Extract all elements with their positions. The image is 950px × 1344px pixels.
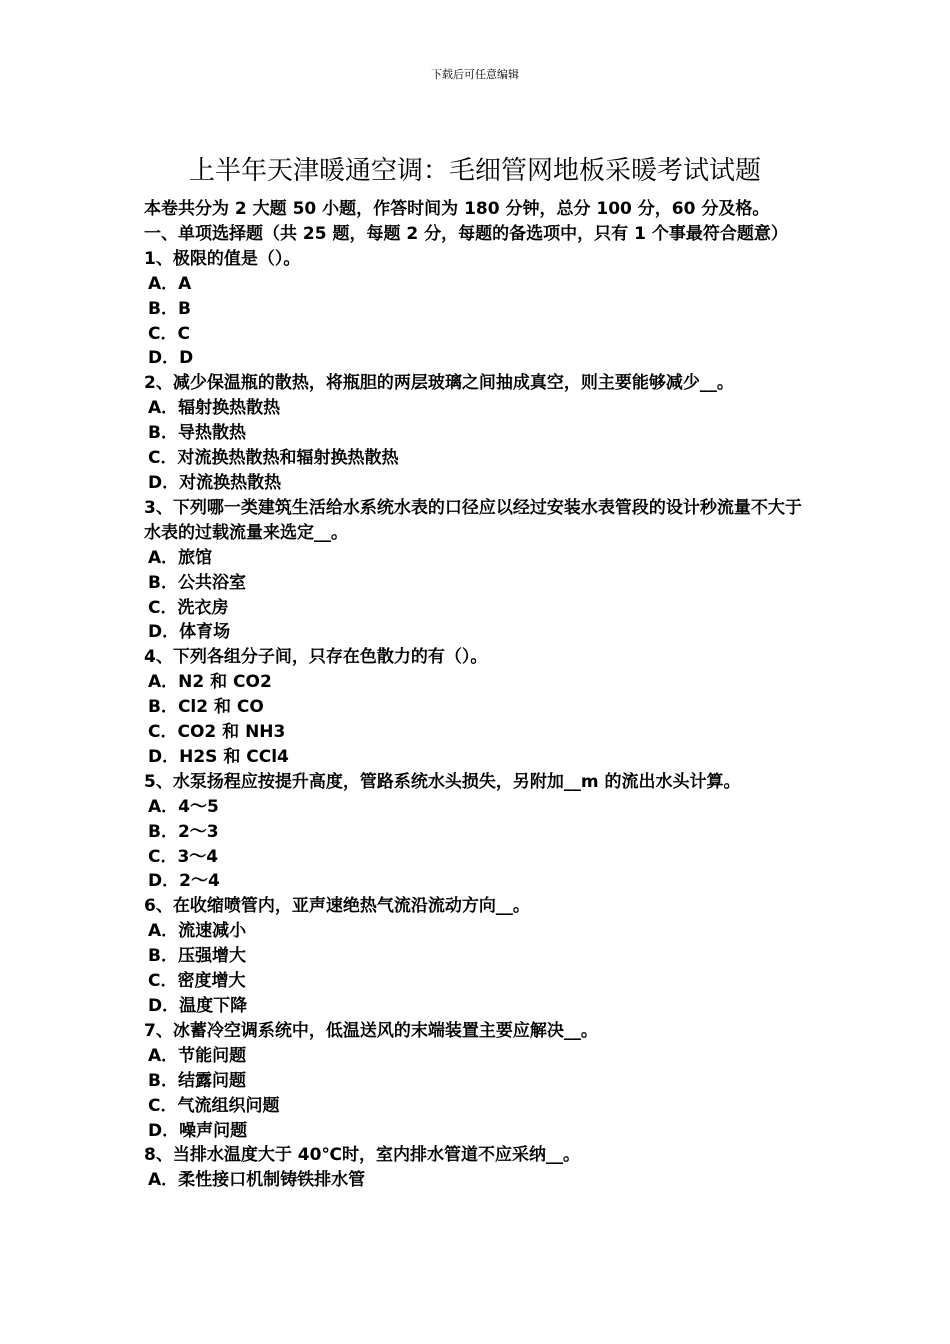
answer-option: D．对流换热散热 xyxy=(148,472,282,493)
answer-option: B．B xyxy=(148,298,191,319)
answer-option: A．流速减小 xyxy=(148,921,247,942)
answer-option: B．压强增大 xyxy=(148,946,246,967)
question-list xyxy=(144,247,816,1193)
answer-option: C．3～4 xyxy=(148,846,219,867)
answer-option: C．CO2 和 NH3 xyxy=(148,722,286,743)
answer-option: C．密度增大 xyxy=(148,971,246,992)
question-item xyxy=(144,247,816,372)
header-note: 下载后可任意编辑 xyxy=(431,68,519,81)
answer-option: B．导热散热 xyxy=(148,423,246,444)
question-stem: 2、减少保温瓶的散热，将瓶胆的两层玻璃之间抽成真空，则主要能够减少__。 xyxy=(144,373,734,394)
answer-option: A．柔性接口机制铸铁排水管 xyxy=(148,1170,366,1191)
question-stem: 4、下列各组分子间，只存在色散力的有（）。 xyxy=(144,647,488,668)
answer-option: D．H2S 和 CCl4 xyxy=(148,746,289,767)
document-body xyxy=(144,197,816,1193)
answer-option: A．节能问题 xyxy=(148,1045,247,1066)
answer-option: A．A xyxy=(148,273,192,294)
answer-option: B．Cl2 和 CO xyxy=(148,697,264,718)
question-stem: 6、在收缩喷管内，亚声速绝热气流沿流动方向__。 xyxy=(144,896,530,917)
answer-option: B．结露问题 xyxy=(148,1070,246,1091)
answer-option: A．辐射换热散热 xyxy=(148,398,281,419)
answer-option: C．对流换热散热和辐射换热散热 xyxy=(148,448,399,469)
answer-option: A．N2 和 CO2 xyxy=(148,672,272,693)
question-stem: 1、极限的值是（）。 xyxy=(144,248,301,269)
exam-intro: 本卷共分为 2 大题 50 小题，作答时间为 180 分钟，总分 100 分，60 分及格。 xyxy=(144,199,770,219)
answer-option: D．体育场 xyxy=(148,622,231,643)
question-item xyxy=(144,770,816,895)
question-item xyxy=(144,1143,816,1193)
question-stem: 5、水泵扬程应按提升高度，管路系统水头损失，另附加__m 的流出水头计算。 xyxy=(144,771,741,792)
answer-option: A．旅馆 xyxy=(148,547,213,568)
answer-option: C．C xyxy=(148,323,190,344)
answer-option: D．2～4 xyxy=(148,871,220,892)
answer-option: A．4～5 xyxy=(148,796,219,817)
document-title: 上半年天津暖通空调：毛细管网地板采暖考试试题 xyxy=(188,156,761,186)
answer-option: B．2～3 xyxy=(148,821,219,842)
question-stem: 3、下列哪一类建筑生活给水系统水表的口径应以经过安装水表管段的设计秒流量不大于水表的过载流量来选定__。 xyxy=(144,497,802,543)
question-item xyxy=(144,371,816,496)
question-stem: 8、当排水温度大于 40℃时，室内排水管道不应采纳__。 xyxy=(144,1145,580,1166)
answer-option: D．温度下降 xyxy=(148,996,248,1016)
answer-option: C．洗衣房 xyxy=(148,597,229,618)
question-item xyxy=(144,496,816,645)
question-item xyxy=(144,645,816,770)
question-item xyxy=(144,894,816,1019)
answer-option: D．噪声问题 xyxy=(148,1120,248,1141)
answer-option: C．气流组织问题 xyxy=(148,1095,280,1116)
answer-option: D．D xyxy=(148,348,194,369)
question-item xyxy=(144,1019,816,1144)
section-heading: 一、单项选择题（共 25 题，每题 2 分，每题的备选项中，只有 1 个事最符合题意） xyxy=(144,223,788,244)
question-stem: 7、冰蓄冷空调系统中，低温送风的末端装置主要应解决__。 xyxy=(144,1020,598,1041)
answer-option: B．公共浴室 xyxy=(148,572,246,593)
